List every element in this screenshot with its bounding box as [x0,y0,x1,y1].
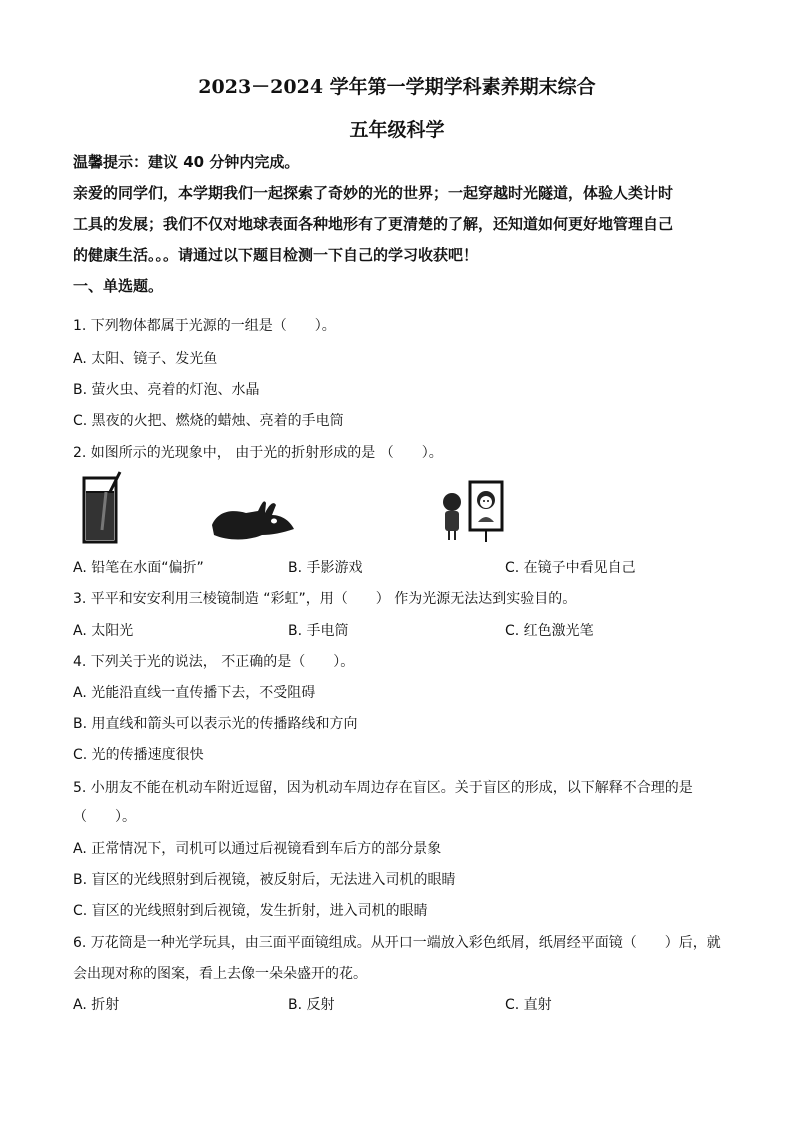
question-1-option-a: A. 太阳、镜子、发光鱼 [73,351,218,367]
question-2-option-c: C. 在镜子中看见自己 [505,560,636,576]
question-2-stem: 2. 如图所示的光现象中， 由于光的折射形成的是 （ ）。 [73,445,443,461]
question-4-option-a: A. 光能沿直线一直传播下去，不受阻碍 [73,685,316,701]
question-3-option-a: A. 太阳光 [73,623,134,639]
question-5-stem-cont: （ ）。 [73,809,136,825]
pencil-in-water-figure [80,470,125,545]
question-4-option-c: C. 光的传播速度很快 [73,747,204,763]
exam-subtitle: 五年级科学 [349,119,445,141]
question-6-stem: 6. 万花筒是一种光学玩具，由三面平面镜组成。从开口一端放入彩色纸屑，纸屑经平面镜（ ）后，就 [73,935,721,951]
question-5-option-a: A. 正常情况下，司机可以通过后视镜看到车后方的部分景象 [73,841,442,857]
question-6-option-b: B. 反射 [288,997,335,1013]
hand-shadow-rabbit-figure [210,495,300,545]
question-5-option-c: C. 盲区的光线照射到后视镜，发生折射，进入司机的眼睛 [73,903,428,919]
question-5-option-b: B. 盲区的光线照射到后视镜，被反射后，无法进入司机的眼睛 [73,872,456,888]
question-4-option-b: B. 用直线和箭头可以表示光的传播路线和方向 [73,716,358,732]
tip-text: 温馨提示：建议 40 分钟内完成。 [73,153,300,171]
question-1-option-b: B. 萤火虫、亮着的灯泡、水晶 [73,382,260,398]
question-3-stem: 3. 平平和安安利用三棱镜制造 “彩虹”，用（ ） 作为光源无法达到实验目的。 [73,591,577,607]
question-4-stem: 4. 下列关于光的说法， 不正确的是（ ）。 [73,654,355,670]
exam-title: 2023－2024 学年第一学期学科素养期末综合 [198,76,596,98]
question-5-stem: 5. 小朋友不能在机动车附近逗留，因为机动车周边存在盲区。关于盲区的形成，以下解释不合理的是 [73,780,693,796]
question-2-option-b: B. 手影游戏 [288,560,363,576]
girl-mirror-figure [440,478,506,544]
intro-line-1: 亲爱的同学们，本学期我们一起探索了奇妙的光的世界；一起穿越时光隧道，体验人类计时 [73,184,674,202]
question-6-option-a: A. 折射 [73,997,120,1013]
section-heading: 一、单选题。 [73,277,164,295]
question-1-stem: 1. 下列物体都属于光源的一组是（ ）。 [73,318,336,334]
intro-line-2: 工具的发展；我们不仅对地球表面各种地形有了更清楚的了解，还知道如何更好地管理自己 [73,215,674,233]
question-1-option-c: C. 黑夜的火把、燃烧的蜡烛、亮着的手电筒 [73,413,344,429]
intro-line-3: 的健康生活。。。请通过以下题目检测一下自己的学习收获吧！ [73,246,479,264]
question-2-option-a: A. 铅笔在水面“偏折” [73,560,204,576]
question-3-option-b: B. 手电筒 [288,623,349,639]
question-6-option-c: C. 直射 [505,997,552,1013]
question-3-option-c: C. 红色激光笔 [505,623,594,639]
question-6-stem-cont: 会出现对称的图案，看上去像一朵朵盛开的花。 [73,966,367,982]
